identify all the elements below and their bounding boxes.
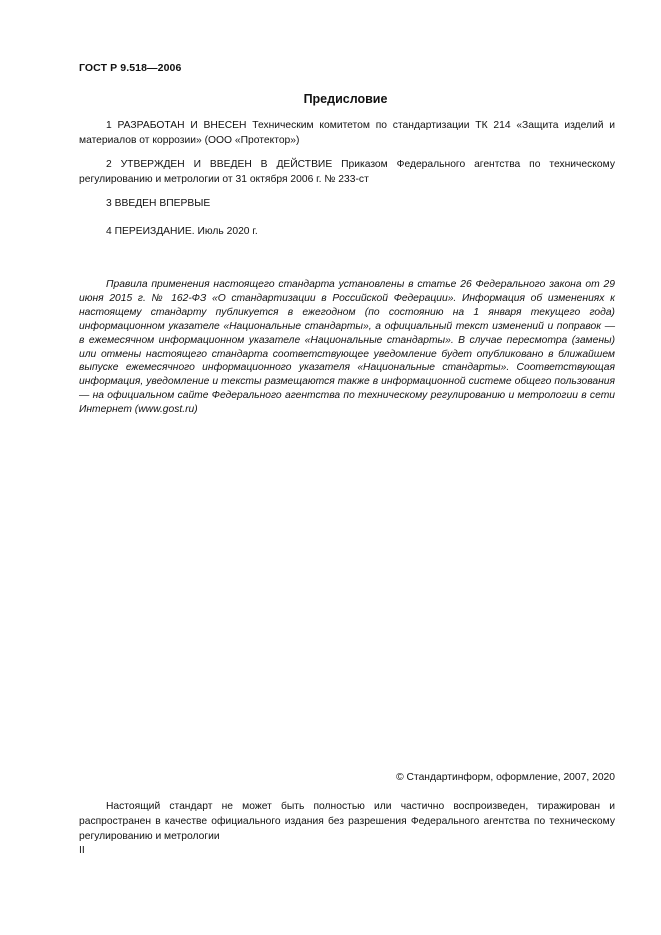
foreword-item-3: 3 ВВЕДЕН ВПЕРВЫЕ [106,198,211,209]
copyright-line: © Стандартинформ, оформление, 2007, 2020 [396,772,615,783]
page-number: II [79,845,85,856]
foreword-item-2: 2 УТВЕРЖДЕН И ВВЕДЕН В ДЕЙСТВИЕ Приказом Федерального агентства по техническому регулированию и метрологии от 31 октября 2006 г. № 233-ст [79,159,615,185]
foreword-item-1: 1 РАЗРАБОТАН И ВНЕСЕН Техническим комитетом по стандартизации ТК 214 «Защита изделий и материалов от коррозии» (ООО «Протектор») [79,120,615,146]
application-rules-notice: Правила применения настоящего стандарта установлены в статье 26 Федерального закона от 29 июня 2015 г. № 162-ФЗ «О стандартизации в Российской Федерации». Информация об изменениях к настоящему стандарту публикуется в ежегодном (по состоянию на 1 января текущего года) информационном указателе «Национальные стандарты», а официальный текст изменений и поправок — в ежемесячном информационном указателе «Национальные стандарты». В случае пересмотра (замены) или отмены настоящего стандарта соответствующее уведомление будет опубликовано в ближайшем выпуске ежемесячного информационного указателя «Национальные стандарты». Соответствующая информация, уведомление и тексты размещаются также в информационной системе общего пользования — на официальном сайте Федерального агентства по техническому регулированию и метрологии в сети Интернет (www.gost.ru) [79,279,615,416]
page-title: Предисловие [303,92,388,106]
foreword-item-4: 4 ПЕРЕИЗДАНИЕ. Июль 2020 г. [106,226,258,237]
reproduction-note: Настоящий стандарт не может быть полностью или частично воспроизведен, тиражирован и распространен в качестве официального издания без разрешения Федерального агентства по техническому регулированию и метрологии [79,801,615,842]
standard-code: ГОСТ Р 9.518—2006 [79,62,182,74]
